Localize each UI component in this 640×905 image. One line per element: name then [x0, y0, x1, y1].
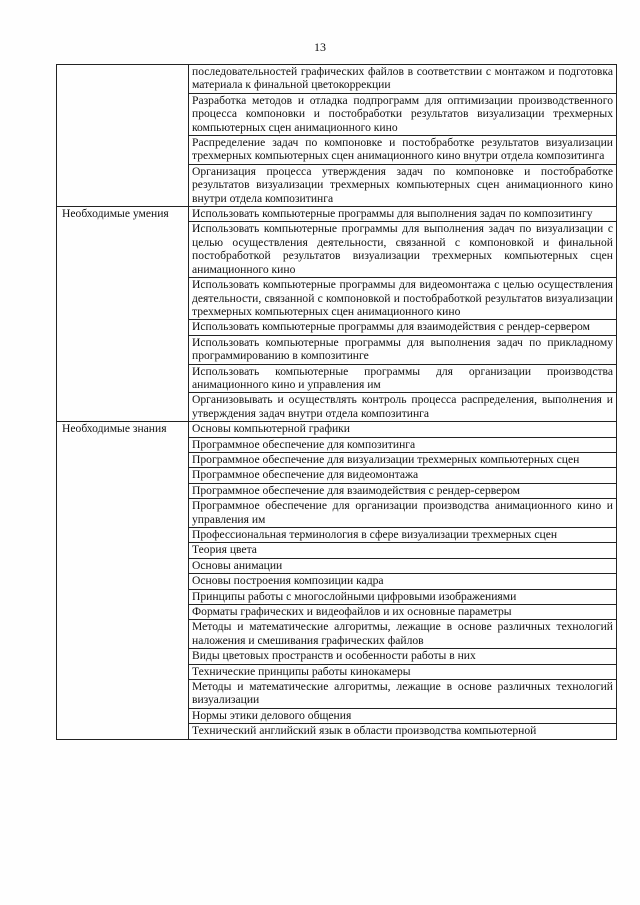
section-item: Программное обеспечение для визуализации трехмерных компьютерных сцен [189, 452, 617, 467]
section-item: Теория цвета [189, 543, 617, 558]
section-item: Разработка методов и отладка подпрограмм для оптимизации производственного процесса компоновки и постобработки результатов визуализации трехмерных компьютерных сцен анимационного кино [189, 93, 617, 135]
section-item: Программное обеспечение для композитинга [189, 437, 617, 452]
section-item: Технические принципы работы кинокамеры [189, 664, 617, 679]
section-item: Программное обеспечение для взаимодействия с рендер-сервером [189, 483, 617, 498]
section-item: Распределение задач по компоновке и постобработке результатов визуализации трехмерных компьютерных сцен анимационного кино внутри отдела композитинга [189, 136, 617, 165]
section-item: Основы построения композиции кадра [189, 574, 617, 589]
section-item: Технический английский язык в области производства компьютерной [189, 724, 617, 739]
table-row [57, 422, 617, 437]
section-item: Профессиональная терминология в сфере визуализации трехмерных сцен [189, 528, 617, 543]
section-item: Использовать компьютерные программы для выполнения задач по композитингу [189, 207, 617, 222]
section-item: Основы компьютерной графики [189, 422, 617, 437]
section-item: Нормы этики делового общения [189, 708, 617, 723]
section-item: Использовать компьютерные программы для взаимодействия с рендер-сервером [189, 320, 617, 335]
table-row [57, 65, 617, 94]
section-item: Организация процесса утверждения задач по компоновке и постобработке результатов визуализации трехмерных компьютерных сцен анимационного кино внутри отдела композитинга [189, 164, 617, 206]
section-item: Методы и математические алгоритмы, лежащие в основе различных технологий визуализации [189, 680, 617, 709]
table-row [57, 207, 617, 222]
section-item: Программное обеспечение для организации производства анимационного кино и управления им [189, 499, 617, 528]
section-item: Использовать компьютерные программы для организации производства анимационного кино и управления им [189, 364, 617, 393]
section-item: Организовывать и осуществлять контроль процесса распределения, выполнения и утверждения задач внутри отдела композитинга [189, 393, 617, 422]
section-label [57, 65, 189, 207]
page-number: 13 [314, 40, 326, 54]
section-item: Методы и математические алгоритмы, лежащие в основе различных технологий наложения и смешивания графических файлов [189, 620, 617, 649]
section-item: Виды цветовых пространств и особенности работы в них [189, 649, 617, 664]
section-item: Использовать компьютерные программы для выполнения задач по визуализации с целью осуществления деятельности, связанной с компоновкой и финальной постобработкой результатов визуализации трехмерных компьютерных сцен анимационного кино [189, 222, 617, 278]
section-item: Форматы графических и видеофайлов и их основные параметры [189, 605, 617, 620]
section-item: Программное обеспечение для видеомонтажа [189, 468, 617, 483]
section-item: Принципы работы с многослойными цифровыми изображениями [189, 589, 617, 604]
section-item: последовательностей графических файлов в соответствии с монтажом и подготовка материала к финальной цветокоррекции [189, 65, 617, 94]
section-item: Использовать компьютерные программы для выполнения задач по прикладному программированию в композитинге [189, 335, 617, 364]
section-label: Необходимые знания [57, 422, 189, 740]
section-item: Основы анимации [189, 558, 617, 573]
requirements-table [56, 64, 617, 740]
section-item: Использовать компьютерные программы для видеомонтажа с целью осуществления деятельности, связанной с компоновкой и постобработкой результатов визуализации трехмерных компьютерных сцен анимационного кино [189, 278, 617, 320]
section-label: Необходимые умения [57, 207, 189, 422]
